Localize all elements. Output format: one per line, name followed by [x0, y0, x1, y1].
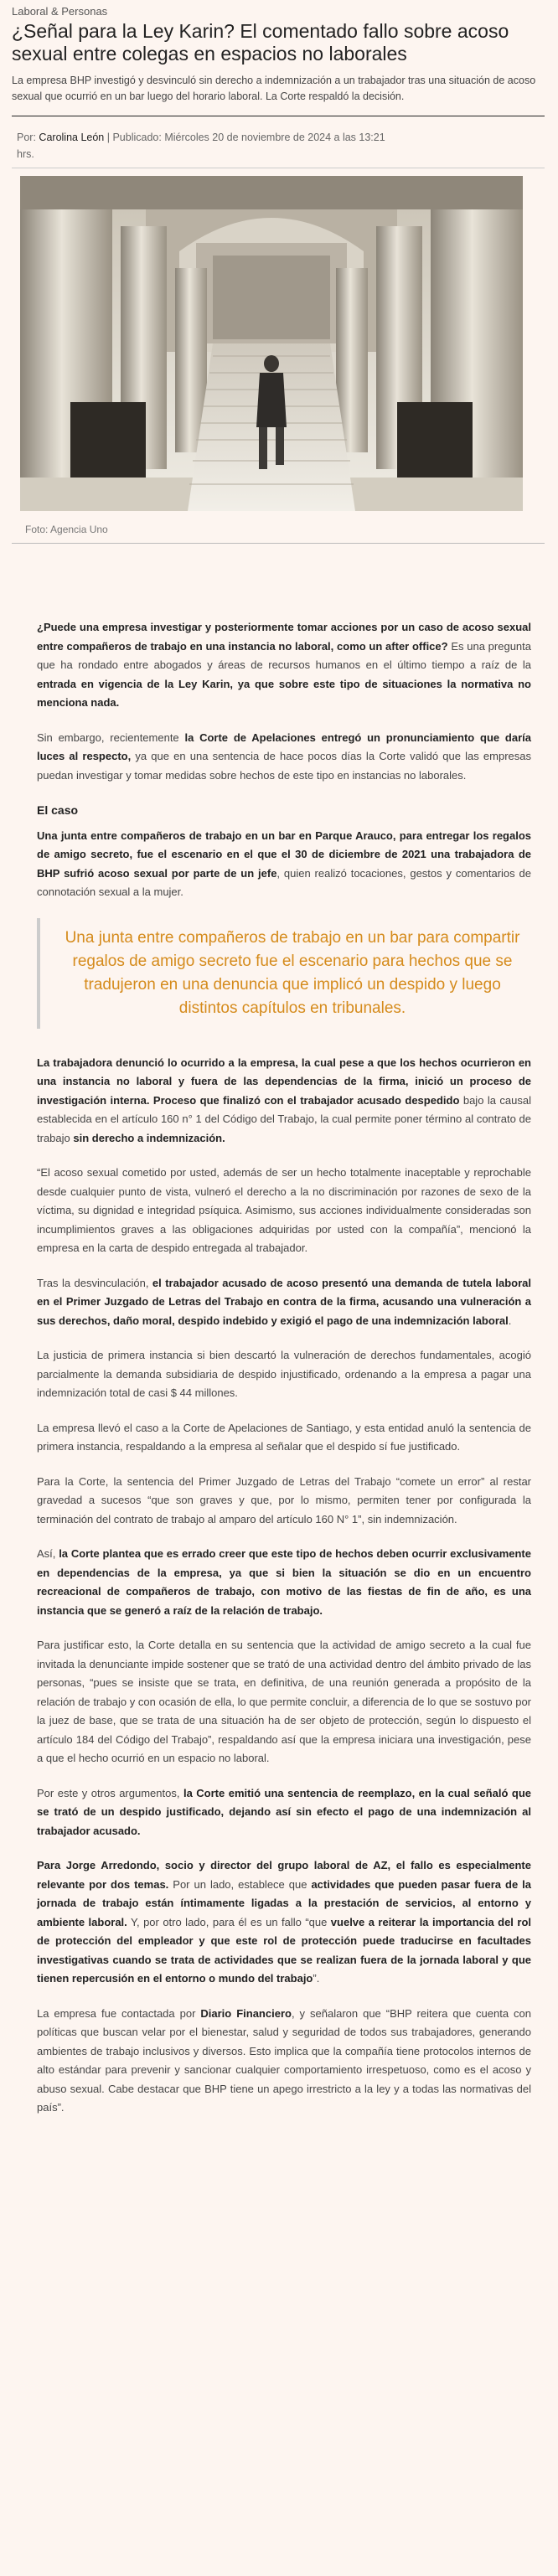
paragraph	[37, 1419, 531, 1457]
paragraph	[37, 1346, 531, 1403]
paragraph	[37, 2005, 531, 2118]
text: Es una pregunta que ha rondado entre abogados y áreas de recursos humanos en el último tiempo a raíz de la	[37, 639, 531, 671]
bold-text: la Corte de Apelaciones entregó un pronunciamiento que daría luces al respecto,	[37, 730, 531, 762]
courthouse-interior-image	[20, 176, 523, 511]
section-heading: El caso	[37, 803, 79, 817]
text: Sin embargo, recientemente	[37, 730, 185, 744]
byline	[17, 129, 385, 163]
pull-quote: Una junta entre compañeros de trabajo en un bar para compartir regalos de amigo secreto fue el escenario para hechos que se tradujeron en una denuncia que implicó un despido y luego distintos capítulos en tribunales.	[37, 918, 531, 1029]
text: , quien realizó tocaciones, gestos y comentarios de connotación sexual a la mujer.	[37, 866, 531, 898]
bold-text: actividades que pueden pasar fuera de la jornada de trabajo están íntimamente ligadas a la prestación de servicios, al entorno y ambiente laboral.	[37, 1877, 531, 1928]
text: Por un lado, establece que	[168, 1877, 312, 1891]
text: “El acoso sexual cometido por usted, además de ser un hecho totalmente inaceptable y reprochable desde cualquier punto de vista, vulneró el derecho a la no discriminación por razones de sexo de la víctima, su dignidad e integridad psíquica. Asimismo, sus acciones individualmente consideradas son incumplimientos graves a las obligaciones adquiridas por usted con la compañía”, mencionó la empresa en la carta de despido entregada al trabajador.	[37, 1166, 531, 1254]
text: Tras la desvinculación,	[37, 1276, 152, 1289]
text: Para justificar esto, la Corte detalla en su sentencia que la actividad de amigo secreto a la cual fue invitada la denunciante impide sostener que se trató de una actividad dentro del ámbito privado de las personas, “pues se insiste que se trata, en definitiva, de una reunión generada a propósito de la relación de trabajo y con ocasión de ella, lo que permite concluir, a diferencia de lo que se sostuvo por la juez de base, que se trata de una situación ha de ser objeto de protección, según lo dispuesto el artículo 184 del Código del Trabajo”, respaldando así que la empresa iniciara una investigación, pese a que el hecho ocurrió en un espacio no laboral.	[37, 1639, 531, 1764]
bold-text: entrada en vigencia de la Ley Karin, ya que sobre este tipo de situaciones la normativa no menciona nada.	[37, 677, 531, 709]
paragraph	[37, 1784, 531, 1841]
paragraph	[37, 1164, 531, 1258]
text: La justicia de primera instancia si bien descartó la vulneración de derechos fundamentales, acogió parcialmente la demanda subsidiaria de despido injustificado, ordenando a la empresa a pagar una indemnización total de casi $ 44 millones.	[37, 1349, 531, 1399]
text: Y, por otro lado, para él es un fallo “que	[127, 1915, 331, 1928]
paragraph	[37, 1856, 531, 1989]
bold-text: la Corte plantea que es errado creer que este tipo de hechos deben ocurrir exclusivamente en dependencias de la empresa, ya que si bien la situación se dio en un encuentro recreacional de compañeros de trabajo, con motivo de las fiestas de fin de año, es una instancia que se generó a raíz de la relación de trabajo.	[37, 1547, 531, 1617]
bold-text: ¿Puede una empresa investigar y posteriormente tomar acciones por un caso de acoso sexual entre compañeros de trabajo en una instancia no laboral, como un after office?	[37, 621, 531, 653]
bold-text: La trabajadora denunció lo ocurrido a la empresa, la cual pese a que los hechos ocurrieron en una instancia no laboral y fuera de las dependencias de la firma, inició un proceso de investigación interna. Proceso que finalizó con el trabajador acusado despedido	[37, 1056, 531, 1107]
text: ya que en una sentencia de hace pocos días la Corte validó que las empresas puedan investigar y tomar medidas sobre hechos de este tipo en instancias no laborales.	[37, 750, 531, 782]
article-subtitle: La empresa BHP investigó y desvinculó sin derecho a indemnización a un trabajador tras una situación de acoso sexual que ocurrió en un bar luego del horario laboral. La Corte respaldó la decisión.	[12, 75, 536, 102]
text: La empresa llevó el caso a la Corte de Apelaciones de Santiago, y esta entidad anuló la sentencia de primera instancia, respaldando a la empresa al señalar que el despido sí fue justificado.	[37, 1421, 531, 1453]
caption-divider	[12, 543, 545, 544]
byline-prefix: Por:	[17, 132, 36, 143]
text: , y señalaron que “BHP reitera que cuenta con políticas que buscan velar por el bienestar, salud y seguridad de todos sus trabajadores, generando ambientes de trabajo inclusivos y diversos. Esto implica que la compañía tiene protocolos internos de alto estándar para prevenir y sancionar cualquier comportamiento irrespetuoso, como es el acoso y abuso sexual. Cabe destacar que BHP tiene un apego irrestricto a la ley y a todas las normativas del país”.	[37, 2006, 532, 2114]
paragraph	[37, 729, 531, 786]
bold-text: Para Jorge Arredondo, socio y director del grupo laboral de AZ, el fallo es especialmente relevante por dos temas.	[37, 1859, 531, 1891]
bold-text: sin derecho a indemnización.	[73, 1131, 225, 1144]
text: Así,	[37, 1547, 59, 1560]
paragraph	[37, 827, 531, 902]
text: Para la Corte, la sentencia del Primer Juzgado de Letras del Trabajo “comete un error” al restar gravedad a sucesos “que son graves y que, por lo mismo, permiten tener por configurada la terminación del contrato de trabajo al amparo del artículo 160 N° 1”, sin indemnización.	[37, 1474, 531, 1525]
paragraph	[37, 618, 531, 713]
author-link[interactable]: Carolina León	[39, 132, 105, 143]
bold-text: Diario Financiero	[200, 2006, 292, 2020]
text: La empresa fue contactada por	[37, 2006, 201, 2020]
text: ”.	[313, 1972, 320, 1985]
paragraph	[37, 1274, 531, 1331]
publish-date: | Publicado: Miércoles 20 de noviembre de 2024 a las 13:21 hrs.	[17, 132, 385, 160]
hero-photo	[20, 176, 523, 511]
paragraph	[37, 1473, 531, 1530]
bold-text: la Corte emitió una sentencia de reemplazo, en la cual señaló que se trató de un despido justificado, dejando así sin efecto el pago de una indemnización al trabajador acusado.	[37, 1786, 531, 1837]
bold-text: vuelve a reiterar la importancia del rol de protección del empleador y que este rol de protección puede traducirse en facultades investigativas cuando se trata de actividades que se realizan fuera de la jornada laboral y que tienen repercusión en el entorno o mundo del trabajo	[37, 1915, 531, 1985]
paragraph	[37, 1545, 531, 1620]
text: Por este y otros argumentos,	[37, 1786, 183, 1799]
section-label[interactable]: Laboral & Personas	[12, 5, 108, 18]
article-title: ¿Señal para la Ley Karin? El comentado fallo sobre acoso sexual entre colegas en espacios no laborales	[12, 20, 509, 65]
text: bajo la causal establecida en el artículo 160 n° 1 del Código del Trabajo, la cual permite poner término al contrato de trabajo	[37, 1093, 531, 1144]
article-body	[37, 618, 531, 2134]
bold-text: el trabajador acusado de acoso presentó una demanda de tutela laboral en el Primer Juzgado de Letras del Trabajo en contra de la firma, acusando una vulneración a sus derechos, daño moral, despido indebido y exigió el pago de una indemnización laboral	[37, 1276, 531, 1327]
text: .	[508, 1314, 512, 1327]
paragraph	[37, 1054, 531, 1149]
bold-text: Una junta entre compañeros de trabajo en un bar en Parque Arauco, para entregar los regalos de amigo secreto, fue el escenario en el que el 30 de diciembre de 2021 una trabajadora de BHP sufrió acoso sexual por parte de un jefe	[37, 829, 531, 880]
photo-caption: Foto: Agencia Uno	[25, 524, 108, 535]
paragraph	[37, 1636, 531, 1768]
